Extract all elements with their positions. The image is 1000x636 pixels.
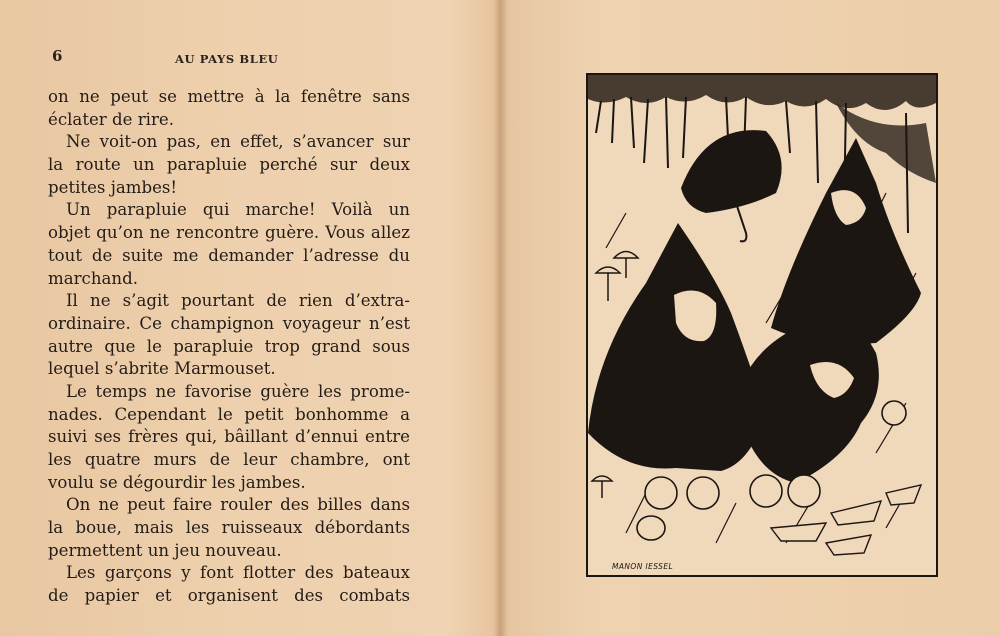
- text-line: nades. Cependant le petit bonhomme a: [48, 404, 410, 424]
- text-line: suivi ses frères qui, bâillant d’ennui entre: [48, 427, 410, 447]
- page-number: 6: [52, 47, 63, 65]
- text-line: Le temps ne favorise guère les prome-: [66, 381, 410, 401]
- text-line: les quatre murs de leur chambre, ont: [48, 450, 410, 469]
- text-line: la route un parapluie perché sur deux: [48, 155, 410, 175]
- running-head: AU PAYS BLEU: [175, 52, 279, 66]
- text-line: On ne peut faire rouler des billes dans: [66, 495, 410, 515]
- text-line: Ne voit-on pas, en effet, s’avancer sur: [66, 132, 410, 152]
- text-line: marchand.: [48, 268, 139, 288]
- body-text: [48, 86, 410, 608]
- text-line: autre que le parapluie trop grand sous: [48, 336, 410, 356]
- text-line: Un parapluie qui marche! Voilà un: [66, 200, 410, 220]
- text-line: lequel s’abrite Marmouset.: [48, 359, 276, 379]
- text-line: la boue, mais les ruisseaux débordants: [48, 518, 410, 538]
- text-line: éclater de rire.: [48, 109, 174, 129]
- text-line: voulu se dégourdir les jambes.: [48, 472, 306, 492]
- rain-illustration: [586, 73, 938, 577]
- text-line: Il ne s’agit pourtant de rien d’extra-: [66, 291, 410, 311]
- left-page: [0, 0, 495, 636]
- text-line: petites jambes!: [48, 177, 178, 197]
- text-line: on ne peut se mettre à la fenêtre sans: [48, 87, 410, 106]
- text-line: permettent un jeu nouveau.: [48, 540, 282, 560]
- text-line: ordinaire. Ce champignon voyageur n’est: [48, 313, 410, 333]
- text-line: tout de suite me demander l’adresse du: [48, 245, 410, 265]
- text-line: Les garçons y font flotter des bateaux: [66, 563, 410, 583]
- book-gutter: [493, 0, 507, 636]
- text-line: de papier et organisent des combats: [48, 586, 410, 606]
- text-line: objet qu’on ne rencontre guère. Vous allez: [48, 223, 410, 243]
- illustrator-signature: MANON IESSEL: [612, 562, 674, 571]
